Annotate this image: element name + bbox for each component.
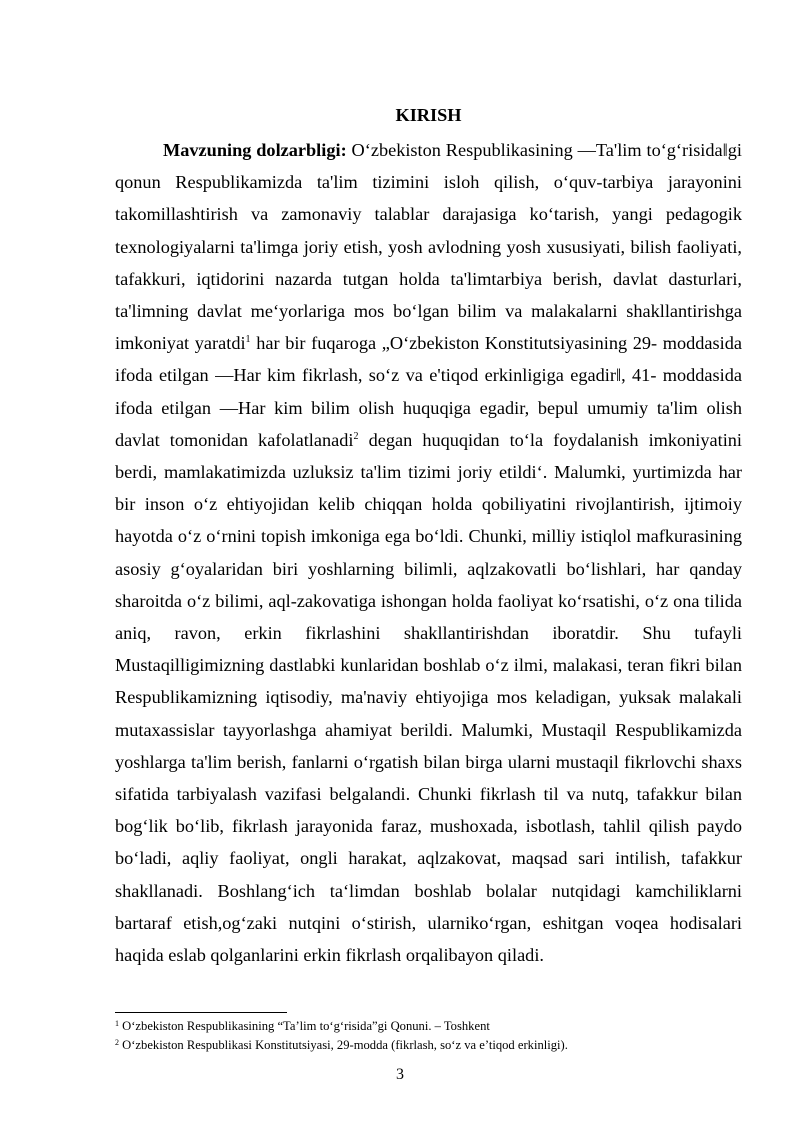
lead-label: Mavzuning dolzarbligi:: [163, 140, 347, 160]
footnote-ref-1[interactable]: 1: [245, 334, 251, 346]
paragraph-text-3: degan huquqidan to‘la foydalanish imkoniyatini berdi, mamlakatimizda uzluksiz ta'lim tizimi joriy etildi‘. Malumki, yurtimizda har bir inson o‘z ehtiyojidan kelib chiqqan holda qobiliyatini rivojlantirish, ijtimoiy hayotda o‘z o‘rnini topish imkoniga ega bo‘ldi. Chunki, milliy istiqlol mafkurasining asosiy g‘oyalaridan biri yoshlarning bilimli, aqlzakovatli bo‘lishlari, har qanday sharoitda o‘z bilimi, aql-zakovatiga ishongan holda faoliyat ko‘rsatishi, o‘z ona tilida aniq, ravon, erkin fikrlashini shakllantirishdan iboratdir. Shu tufayli Mustaqilligimizning dastlabki kunlaridan boshlab o‘z ilmi, malakasi, teran fikri bilan Respublikamizning iqtisodiy, ma'naviy ehtiyojiga mos keladigan, yuksak malakali mutaxassislar tayyorlashga ahamiyat berildi. Malumki, Mustaqil Respublikamizda yoshlarga ta'lim berish, fanlarni o‘rgatish bilan birga ularni mustaqil fikrlovchi shaxs sifatida tarbiyalash vazifasi belgalandi. Chunki fikrlash til va nutq, tafakkur bilan bog‘lik bo‘lib, fikrlash jarayonida faraz, mushoxada, isbotlash, tahlil qilish paydo bo‘ladi, aqliy faoliyat, ongli harakat, aqlzakovat, maqsad sari intilish, tafakkur shakllanadi. Boshlang‘ich ta‘limdan boshlab bolalar nutqidagi kamchiliklarni bartaraf etish,og‘zaki nutqini o‘stirish, ularniko‘rgan, eshitgan voqea hodisalari haqida eslab qolganlarini erkin fikrlash orqalibayon qiladi.: [115, 429, 743, 966]
paragraph-text-1: O‘zbekiston Respublikasining ―Ta'lim to‘g‘risida‖gi qonun Respublikamizda ta'lim tizimini isloh qilish, o‘quv-tarbiya jarayonini takomillashtirish va zamonaviy talablar darajasiga ko‘tarish, yangi pedagogik texnologiyalarni ta'limga joriy etish, yosh avlodning yosh xususiyati, bilish faoliyati, tafakkuri, iqtidorini nazarda tutgan holda ta'limtarbiya berish, davlat dasturlari, ta'limning davlat me‘yorlariga mos bo‘lgan bilim va malakalarni shakllantirishga imkoniyat yaratdi: [115, 140, 742, 354]
footnotes: [115, 1017, 742, 1055]
section-heading: KIRISH: [395, 105, 462, 125]
document-body: [115, 99, 742, 971]
footnote-separator: [115, 1012, 287, 1013]
paragraph-text-2: har bir fuqaroga „O‘zbekiston Konstitutsiyasining 29- moddasida ifoda etilgan ―Har kim fikrlash, so‘z va e'tiqod erkinligiga egadir‖, 41- moddasida ifoda etilgan ―Har kim bilim olish huquqiga egadir, bepul umumiy ta'lim olish davlat tomonidan kafolatlanadi: [115, 333, 742, 450]
body-paragraph: [115, 134, 742, 971]
footnote-2: [115, 1036, 742, 1055]
footnote-ref-2[interactable]: 2: [353, 430, 359, 442]
footnote-mark-2: 2: [115, 1038, 119, 1047]
footnote-1: [115, 1017, 742, 1036]
footnote-text-2: O‘zbekiston Respublikasi Konstitutsiyasi, 29-modda (fikrlash, so‘z va e’tiqod erkinligi).: [119, 1038, 568, 1052]
footnote-mark-1: 1: [115, 1019, 119, 1028]
page-number: 3: [396, 1066, 404, 1083]
footnote-text-1: O‘zbekiston Respublikasining “Ta’lim to‘g‘risida”gi Qonuni. – Toshkent: [119, 1019, 490, 1033]
